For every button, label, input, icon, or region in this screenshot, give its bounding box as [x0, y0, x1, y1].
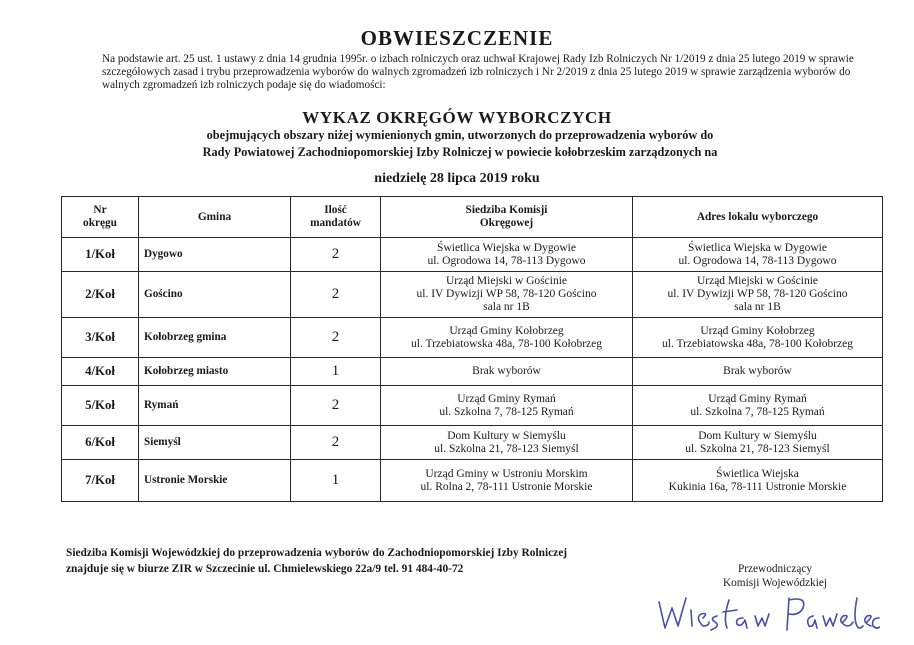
list-title: WYKAZ OKRĘGÓW WYBORCZYCH	[302, 108, 612, 127]
footer-note	[66, 545, 686, 577]
commission-seat-line: ul. Szkolna 7, 78-125 Rymań	[439, 405, 574, 418]
header-mandaty-line-1: Ilość	[324, 204, 347, 216]
chair-line-1: Przewodniczący	[737, 563, 813, 575]
header-siedziba-line-1: Siedziba Komisji	[465, 204, 548, 216]
commune-cell: Ustronie Morskie	[139, 460, 291, 502]
description-line-1: obejmujących obszary niżej wymienionych gmin, utworzonych do przeprowadzenia wyborów do	[206, 128, 714, 142]
table-row	[62, 460, 883, 502]
commission-seat-cell	[381, 318, 633, 358]
polling-address-cell	[633, 318, 883, 358]
district-number-cell: 6/Koł	[62, 426, 139, 460]
commission-seat-line: Dom Kultury w Siemyślu	[447, 429, 566, 442]
commission-seat-cell	[381, 460, 633, 502]
commission-seat-line: ul. Rolna 2, 78-111 Ustronie Morskie	[420, 480, 593, 493]
commission-seat-line: ul. Trzebiatowska 48a, 78-100 Kołobrzeg	[411, 337, 602, 350]
mandates-cell: 2	[291, 426, 381, 460]
district-number-cell: 2/Koł	[62, 272, 139, 318]
commune-cell: Siemyśl	[139, 426, 291, 460]
commission-seat-line: Urząd Gminy w Ustroniu Morskim	[425, 467, 588, 480]
signature-stroke-p	[787, 598, 804, 630]
polling-address-line: Dom Kultury w Siemyślu	[698, 429, 817, 442]
commission-seat-line: ul. Szkolna 21, 78-123 Siemyśl	[434, 442, 579, 455]
chair-title	[700, 562, 850, 590]
signature-stroke-awelec	[808, 598, 880, 628]
commission-seat-line: Urząd Gminy Kołobrzeg	[449, 324, 564, 337]
district-number-cell: 7/Koł	[62, 460, 139, 502]
polling-address-line: Brak wyborów	[723, 365, 792, 377]
header-nr-line-2: okręgu	[83, 217, 117, 229]
commission-seat-line: ul. IV Dywizji WP 58, 78-120 Gościno	[416, 288, 597, 300]
polling-address-line: ul. IV Dywizji WP 58, 78-120 Gościno	[667, 288, 848, 300]
commune-cell: Gościno	[139, 272, 291, 318]
mandates-cell: 2	[291, 318, 381, 358]
district-number-cell: 1/Koł	[62, 238, 139, 272]
polling-address-line: Kukinia 16a, 78-111 Ustronie Morskie	[668, 480, 847, 493]
commune-cell: Kołobrzeg miasto	[139, 358, 291, 386]
header-siedziba-line-2: Okręgowej	[479, 217, 534, 229]
signature-stroke-iesfaw	[691, 600, 769, 630]
polling-address-line: Świetlica Wiejska w Dygowie	[688, 241, 827, 254]
polling-address-line: sala nr 1B	[734, 301, 781, 313]
header-mandaty	[291, 197, 381, 238]
polling-address-cell	[633, 358, 883, 386]
polling-address-line: Urząd Gminy Rymań	[708, 392, 807, 405]
commission-seat-line: Urząd Miejski w Gościnie	[445, 275, 568, 287]
footer-line-2: znajduje się w biurze ZIR w Szczecinie ul. Chmielewskiego 22a/9 tel. 91 484-40-72	[66, 563, 464, 575]
header-adres: Adres lokalu wyborczego	[633, 197, 883, 238]
polling-address-line: ul. Ogrodowa 14, 78-113 Dygowo	[678, 254, 837, 267]
district-number-cell: 4/Koł	[62, 358, 139, 386]
header-nr-line-1: Nr	[93, 204, 107, 216]
mandates-cell: 2	[291, 238, 381, 272]
commission-seat-cell	[381, 426, 633, 460]
table-row	[62, 426, 883, 460]
mandates-cell: 1	[291, 358, 381, 386]
table-row	[62, 238, 883, 272]
commission-seat-cell	[381, 386, 633, 426]
header-gmina: Gmina	[139, 197, 291, 238]
signature-stroke-w	[659, 598, 686, 628]
header-siedziba	[381, 197, 633, 238]
commission-seat-line: ul. Ogrodowa 14, 78-113 Dygowo	[427, 254, 586, 267]
mandates-cell: 1	[291, 460, 381, 502]
polling-address-cell	[633, 238, 883, 272]
table-row	[62, 358, 883, 386]
handwritten-signature	[655, 590, 880, 640]
polling-address-line: ul. Szkolna 7, 78-125 Rymań	[690, 405, 825, 418]
commission-seat-cell	[381, 358, 633, 386]
commission-seat-line: Urząd Gminy Rymań	[457, 392, 556, 405]
intro-paragraph: Na podstawie art. 25 ust. 1 ustawy z dnia 14 grudnia 1995r. o izbach rolniczych oraz uchwał Krajowej Rady Izb Rolniczych Nr 1/2019 z dnia 25 lutego 2019 w sprawie szczegółowych zasad i trybu przeprowadzenia wyborów do walnych zgromadzeń izb rolniczych i Nr 2/2019 z dnia 25 lutego 2019 w sprawie zarządzenia wyborów do walnych zgromadzeń izb rolniczych podaje się do wiadomości:	[102, 53, 854, 92]
polling-address-line: Świetlica Wiejska	[716, 467, 799, 480]
table-row	[62, 318, 883, 358]
commission-seat-cell	[381, 238, 633, 272]
polling-address-line: Urząd Miejski w Gościnie	[696, 275, 819, 287]
table-row	[62, 272, 883, 318]
commission-seat-cell	[381, 272, 633, 318]
commission-seat-line: Świetlica Wiejska w Dygowie	[437, 241, 576, 254]
districts-table	[61, 196, 883, 502]
mandates-cell: 2	[291, 272, 381, 318]
election-date: niedzielę 28 lipca 2019 roku	[374, 171, 540, 186]
table-row	[62, 386, 883, 426]
list-description	[150, 127, 770, 161]
commune-cell: Rymań	[139, 386, 291, 426]
polling-address-line: ul. Trzebiatowska 48a, 78-100 Kołobrzeg	[662, 337, 853, 350]
polling-address-cell	[633, 272, 883, 318]
commune-cell: Kołobrzeg gmina	[139, 318, 291, 358]
description-line-2: Rady Powiatowej Zachodniopomorskiej Izby Rolniczej w powiecie kołobrzeskim zarządzonych na	[202, 145, 718, 159]
commission-seat-line: sala nr 1B	[483, 301, 530, 313]
header-nr	[62, 197, 139, 238]
polling-address-cell	[633, 460, 883, 502]
polling-address-line: Urząd Gminy Kołobrzeg	[700, 324, 815, 337]
table-header-row	[62, 197, 883, 238]
document-title: OBWIESZCZENIE	[360, 26, 554, 50]
footer-line-1: Siedziba Komisji Wojewódzkiej do przeprowadzenia wyborów do Zachodniopomorskiej Izby Rolniczej	[66, 547, 568, 559]
district-number-cell: 5/Koł	[62, 386, 139, 426]
polling-address-cell	[633, 426, 883, 460]
commune-cell: Dygowo	[139, 238, 291, 272]
district-number-cell: 3/Koł	[62, 318, 139, 358]
commission-seat-line: Brak wyborów	[472, 365, 541, 377]
table-body	[62, 238, 883, 502]
header-mandaty-line-2: mandatów	[310, 217, 361, 229]
mandates-cell: 2	[291, 386, 381, 426]
polling-address-line: ul. Szkolna 21, 78-123 Siemyśl	[685, 442, 830, 455]
polling-address-cell	[633, 386, 883, 426]
chair-line-2: Komisji Wojewódzkiej	[723, 577, 827, 589]
